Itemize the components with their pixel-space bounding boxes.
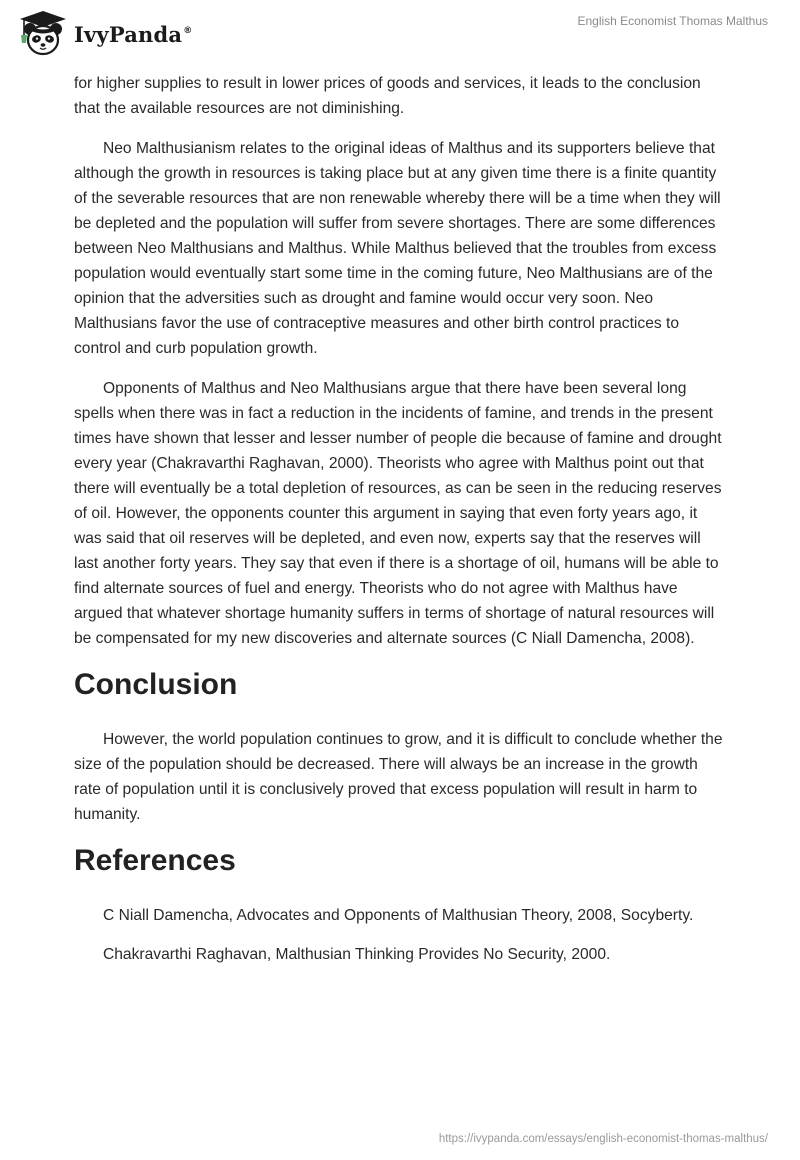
reference-item: Chakravarthi Raghavan, Malthusian Thinking Provides No Security, 2000. bbox=[103, 946, 611, 963]
page-header bbox=[0, 0, 800, 70]
reference-item: C Niall Damencha, Advocates and Opponents of Malthusian Theory, 2008, Socyberty. bbox=[103, 907, 694, 924]
references-heading: References bbox=[74, 844, 236, 877]
body-paragraph: Opponents of Malthus and Neo Malthusians argue that there have been several long spells when there was in fact a reduction in the incidents of famine, and trends in the present times have shown that lesser and lesser number of people die because of famine and drought every year (Chakravarthi Raghavan, 2000). Theorists who agree with Malthus point out that there will eventually be a total depletion of resources, as can be seen in the reducing reserves of oil. However, the opponents counter this argument in saying that even forty years ago, it was said that oil reserves will be depleted, and even now, experts say that the reserves will last another forty years. They say that even if there is a shortage of oil, humans will be able to find alternate sources of fuel and energy. Theorists who do not agree with Malthus have argued that whatever shortage humanity suffers in terms of shortage of natural resources will be compensated for my new discoveries and alternate sources (C Niall Damencha, 2008). bbox=[74, 380, 722, 647]
brand-name: IvyPanda® bbox=[74, 21, 193, 47]
body-paragraph: Neo Malthusianism relates to the original ideas of Malthus and its supporters believe that although the growth in resources is taking place but at any given time there is a finite quantity of the severable resources that are non renewable whereby there will be a time when they will be depleted and the population will suffer from severe shortages. There are some differences between Neo Malthusians and Malthus. While Malthus believed that the troubles from excess population would eventually start some time in the coming future, Neo Malthusians are of the opinion that the adversities such as drought and famine would occur very soon. Neo Malthusians favor the use of contraceptive measures and other birth control practices to control and curb population growth. bbox=[74, 140, 721, 357]
conclusion-paragraph: However, the world population continues to grow, and it is difficult to conclude whether the size of the population should be decreased. There will always be an increase in the growth rate of population until it is conclusively proved that excess population will result in harm to humanity. bbox=[74, 731, 723, 823]
document-title: English Economist Thomas Malthus bbox=[577, 14, 768, 28]
registered-mark: ® bbox=[183, 25, 193, 36]
panda-graduate-icon bbox=[14, 9, 72, 57]
brand-logo[interactable] bbox=[14, 9, 192, 57]
body-paragraph: for higher supplies to result in lower prices of goods and services, it leads to the conclusion that the available resources are not diminishing. bbox=[74, 75, 701, 117]
conclusion-heading: Conclusion bbox=[74, 668, 238, 701]
essay-content bbox=[74, 71, 728, 981]
source-url[interactable]: https://ivypanda.com/essays/english-economist-thomas-malthus/ bbox=[438, 1133, 768, 1145]
